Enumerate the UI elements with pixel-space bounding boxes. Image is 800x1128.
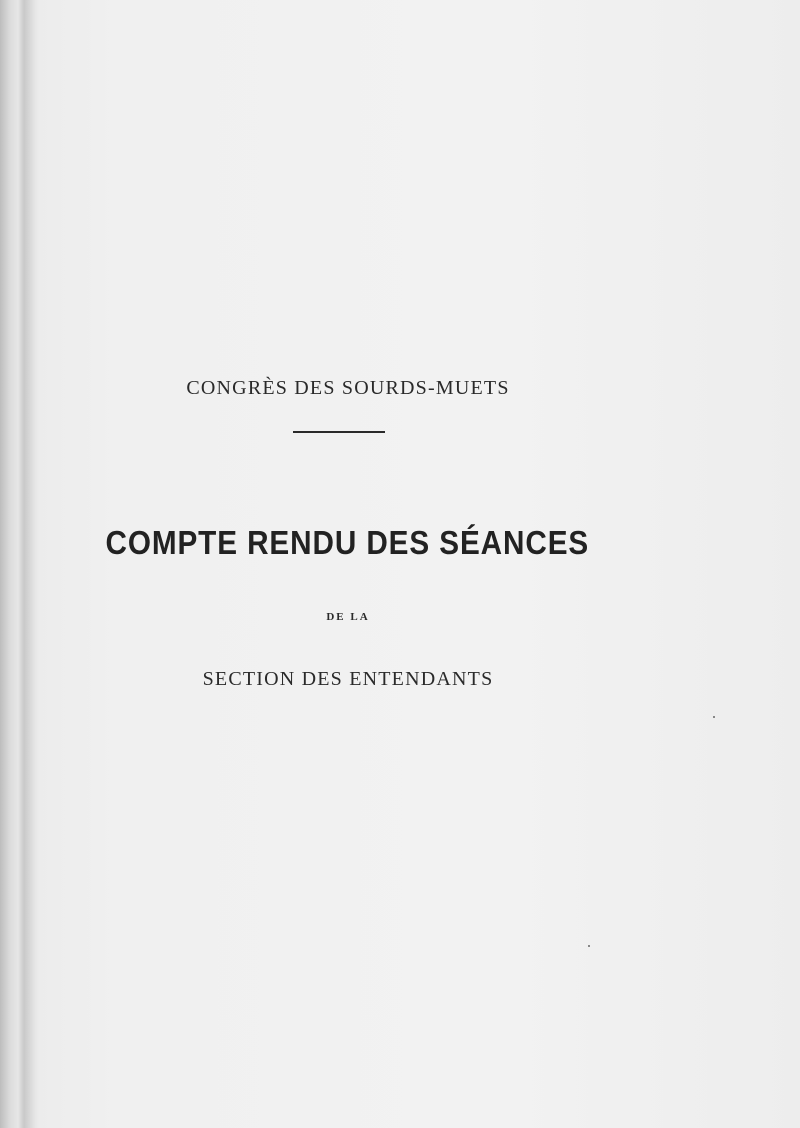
congress-heading: CONGRÈS DES SOURDS-MUETS — [186, 377, 510, 399]
title-page — [28, 0, 800, 1128]
report-title: COMPTE RENDU DES SÉANCES — [105, 524, 590, 561]
paper-speck — [588, 945, 590, 947]
paper-speck — [713, 716, 715, 718]
heading-rule — [293, 431, 385, 433]
title-connector: DE LA — [326, 611, 370, 623]
section-subtitle: SECTION DES ENTENDANTS — [202, 668, 494, 690]
